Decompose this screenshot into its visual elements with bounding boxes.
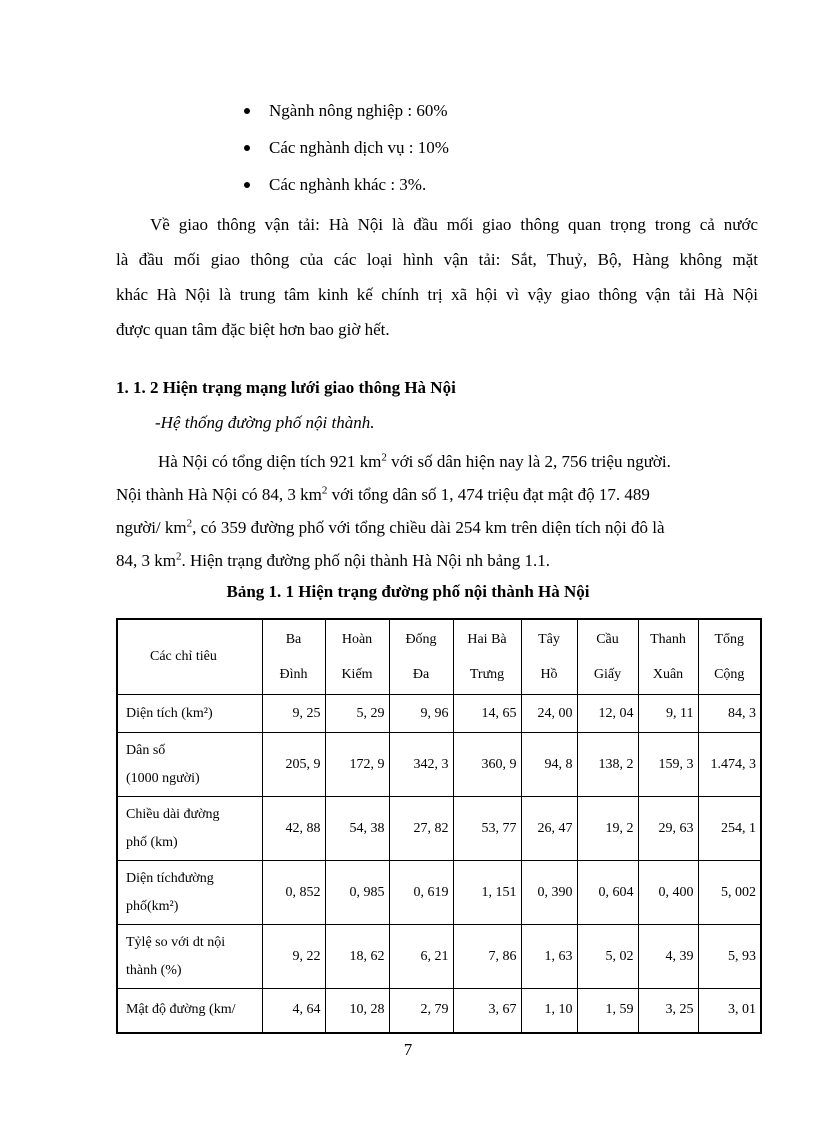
text-run: . Hiện trạng đường phố nội thành Hà Nội nh bảng 1.1. (181, 551, 551, 570)
table-cell: 1, 63 (521, 925, 577, 989)
paragraph-line: Về giao thông vận tải: Hà Nội là đầu mối giao thông quan trọng trong cả nước (150, 215, 758, 234)
table-cell: 138, 2 (577, 733, 638, 797)
row-label-line: Mật độ đường (km/ (126, 1002, 236, 1018)
superscript: 2 (175, 550, 182, 563)
table-cell: 360, 9 (453, 733, 521, 797)
table-cell: 9, 96 (389, 695, 453, 733)
table-cell: 19, 2 (577, 797, 638, 861)
header-cell (698, 619, 761, 695)
table-cell: 12, 04 (577, 695, 638, 733)
header-line: Cầu (596, 632, 619, 647)
table-row (117, 797, 761, 861)
row-label (117, 733, 262, 797)
paragraph-line: khác Hà Nội là trung tâm kinh kế chính trị xã hội vì vậy giao thông vận tải Hà Nội (116, 285, 758, 304)
table-caption: Bảng 1. 1 Hiện trạng đường phố nội thành Hà Nội (226, 582, 590, 601)
superscript: 2 (186, 517, 193, 530)
header-line: Trưng (469, 667, 505, 682)
table-cell: 0, 604 (577, 861, 638, 925)
header-line: Đình (279, 667, 308, 682)
header-cell (389, 619, 453, 695)
row-label-line: Tỷlệ so với dt nội (126, 934, 226, 950)
header-cell (453, 619, 521, 695)
paragraph-line (116, 445, 758, 478)
table-row (117, 861, 761, 925)
table-cell: 42, 88 (262, 797, 325, 861)
table-cell: 5, 29 (325, 695, 389, 733)
row-label-line: Diện tích (km²) (126, 705, 213, 721)
table-row (117, 695, 761, 733)
paragraph-line (116, 511, 758, 544)
statistics-table (116, 618, 762, 1034)
bullet-icon (244, 182, 250, 188)
bullet-icon (244, 108, 250, 114)
list-item (244, 135, 449, 172)
paragraph-line: được quan tâm đặc biệt hơn bao giờ hết. (116, 320, 390, 339)
table-cell: 5, 93 (698, 925, 761, 989)
table-cell: 29, 63 (638, 797, 698, 861)
header-cell (521, 619, 577, 695)
header-line: Tổng (714, 632, 745, 647)
header-line: Đống (405, 632, 437, 647)
header-line: Tây (538, 632, 560, 647)
table-cell: 84, 3 (698, 695, 761, 733)
table-cell: 10, 28 (325, 989, 389, 1033)
row-label (117, 925, 262, 989)
table-cell: 254, 1 (698, 797, 761, 861)
table-cell: 2, 79 (389, 989, 453, 1033)
table-cell: 342, 3 (389, 733, 453, 797)
header-cell (262, 619, 325, 695)
text-run: với tổng dân số 1, 474 triệu đạt mật độ 17. 489 (327, 485, 650, 504)
table-cell: 4, 39 (638, 925, 698, 989)
table-cell: 5, 02 (577, 925, 638, 989)
table-cell: 1.474, 3 (698, 733, 761, 797)
table-cell: 1, 151 (453, 861, 521, 925)
section-subheading: -Hệ thống đường phố nội thành. (155, 413, 375, 432)
table-cell: 53, 77 (453, 797, 521, 861)
table-cell: 0, 852 (262, 861, 325, 925)
table-cell: 0, 619 (389, 861, 453, 925)
table-cell: 3, 01 (698, 989, 761, 1033)
table-cell: 0, 390 (521, 861, 577, 925)
list-item-text: Các nghành khác : 3%. (269, 175, 427, 194)
header-line: Kiếm (341, 667, 373, 682)
row-label-line: Dân số (126, 742, 166, 758)
table-cell: 27, 82 (389, 797, 453, 861)
list-item-text: Các nghành dịch vụ : 10% (269, 138, 449, 157)
table-cell: 1, 59 (577, 989, 638, 1033)
table-cell: 5, 002 (698, 861, 761, 925)
table-row (117, 925, 761, 989)
table-cell: 54, 38 (325, 797, 389, 861)
row-label (117, 989, 262, 1033)
paragraph-line (116, 478, 758, 511)
table-cell: 4, 64 (262, 989, 325, 1033)
superscript: 2 (321, 484, 328, 497)
header-line: Đa (412, 667, 430, 682)
row-label-line: Diện tíchđường (126, 870, 214, 886)
row-label-line: Chiều dài đường (126, 806, 220, 822)
area-paragraph (116, 445, 758, 577)
header-line: Thanh (650, 632, 686, 647)
row-label-line: thành (%) (126, 962, 182, 978)
table-header-row (117, 619, 761, 695)
table-cell: 7, 86 (453, 925, 521, 989)
transport-paragraph (116, 207, 758, 347)
table-cell: 9, 22 (262, 925, 325, 989)
row-label-line: phố (km) (126, 834, 178, 850)
list-item-text: Ngành nông nghiệp : 60% (269, 101, 448, 120)
table-cell: 159, 3 (638, 733, 698, 797)
section-heading: 1. 1. 2 Hiện trạng mạng lưới giao thông Hà Nội (116, 378, 456, 397)
table-row (117, 989, 761, 1033)
header-line: Hai Bà (467, 632, 507, 647)
list-item (244, 172, 449, 209)
header-line: Cộng (714, 667, 745, 682)
table-cell: 205, 9 (262, 733, 325, 797)
row-label (117, 861, 262, 925)
table-cell: 6, 21 (389, 925, 453, 989)
row-label-line: (1000 người) (126, 770, 200, 786)
text-run: 84, 3 km (116, 551, 176, 570)
text-run: , có 359 đường phố với tổng chiều dài 254 km trên diện tích nội đô là (192, 518, 665, 537)
table-cell: 9, 25 (262, 695, 325, 733)
row-label-line: phố(km²) (126, 898, 179, 914)
page-number: 7 (403, 1040, 413, 1059)
bullet-icon (244, 145, 250, 151)
header-cell (638, 619, 698, 695)
table-cell: 172, 9 (325, 733, 389, 797)
table-cell: 26, 47 (521, 797, 577, 861)
header-cell (325, 619, 389, 695)
table-cell: 3, 25 (638, 989, 698, 1033)
header-cell-label: Các chỉ tiêu (117, 619, 262, 695)
table-cell: 94, 8 (521, 733, 577, 797)
bullet-list (244, 98, 449, 209)
superscript: 2 (381, 451, 387, 464)
row-label (117, 695, 262, 733)
table-cell: 14, 65 (453, 695, 521, 733)
row-label (117, 797, 262, 861)
header-line: Xuân (652, 667, 684, 682)
text-run: Hà Nội có tổng diện tích 921 km (158, 452, 382, 471)
header-line: Hoàn (341, 632, 373, 647)
table-cell: 24, 00 (521, 695, 577, 733)
list-item (244, 98, 449, 135)
text-run: với số dân hiện nay là 2, 756 triệu người. (386, 452, 671, 471)
table-cell: 0, 985 (325, 861, 389, 925)
paragraph-line (116, 544, 758, 577)
table-cell: 3, 67 (453, 989, 521, 1033)
table-row (117, 733, 761, 797)
header-line: Giấy (593, 667, 622, 682)
header-cell (577, 619, 638, 695)
table-cell: 9, 11 (638, 695, 698, 733)
table-cell: 18, 62 (325, 925, 389, 989)
header-line: Ba (285, 632, 302, 647)
text-run: Nội thành Hà Nội có 84, 3 km (116, 485, 322, 504)
header-line: Hồ (540, 667, 558, 682)
table-cell: 1, 10 (521, 989, 577, 1033)
table-cell: 0, 400 (638, 861, 698, 925)
paragraph-line: là đầu mối giao thông của các loại hình vận tải: Sắt, Thuỷ, Bộ, Hàng không mặt (116, 250, 758, 269)
text-run: người/ km (116, 518, 187, 537)
